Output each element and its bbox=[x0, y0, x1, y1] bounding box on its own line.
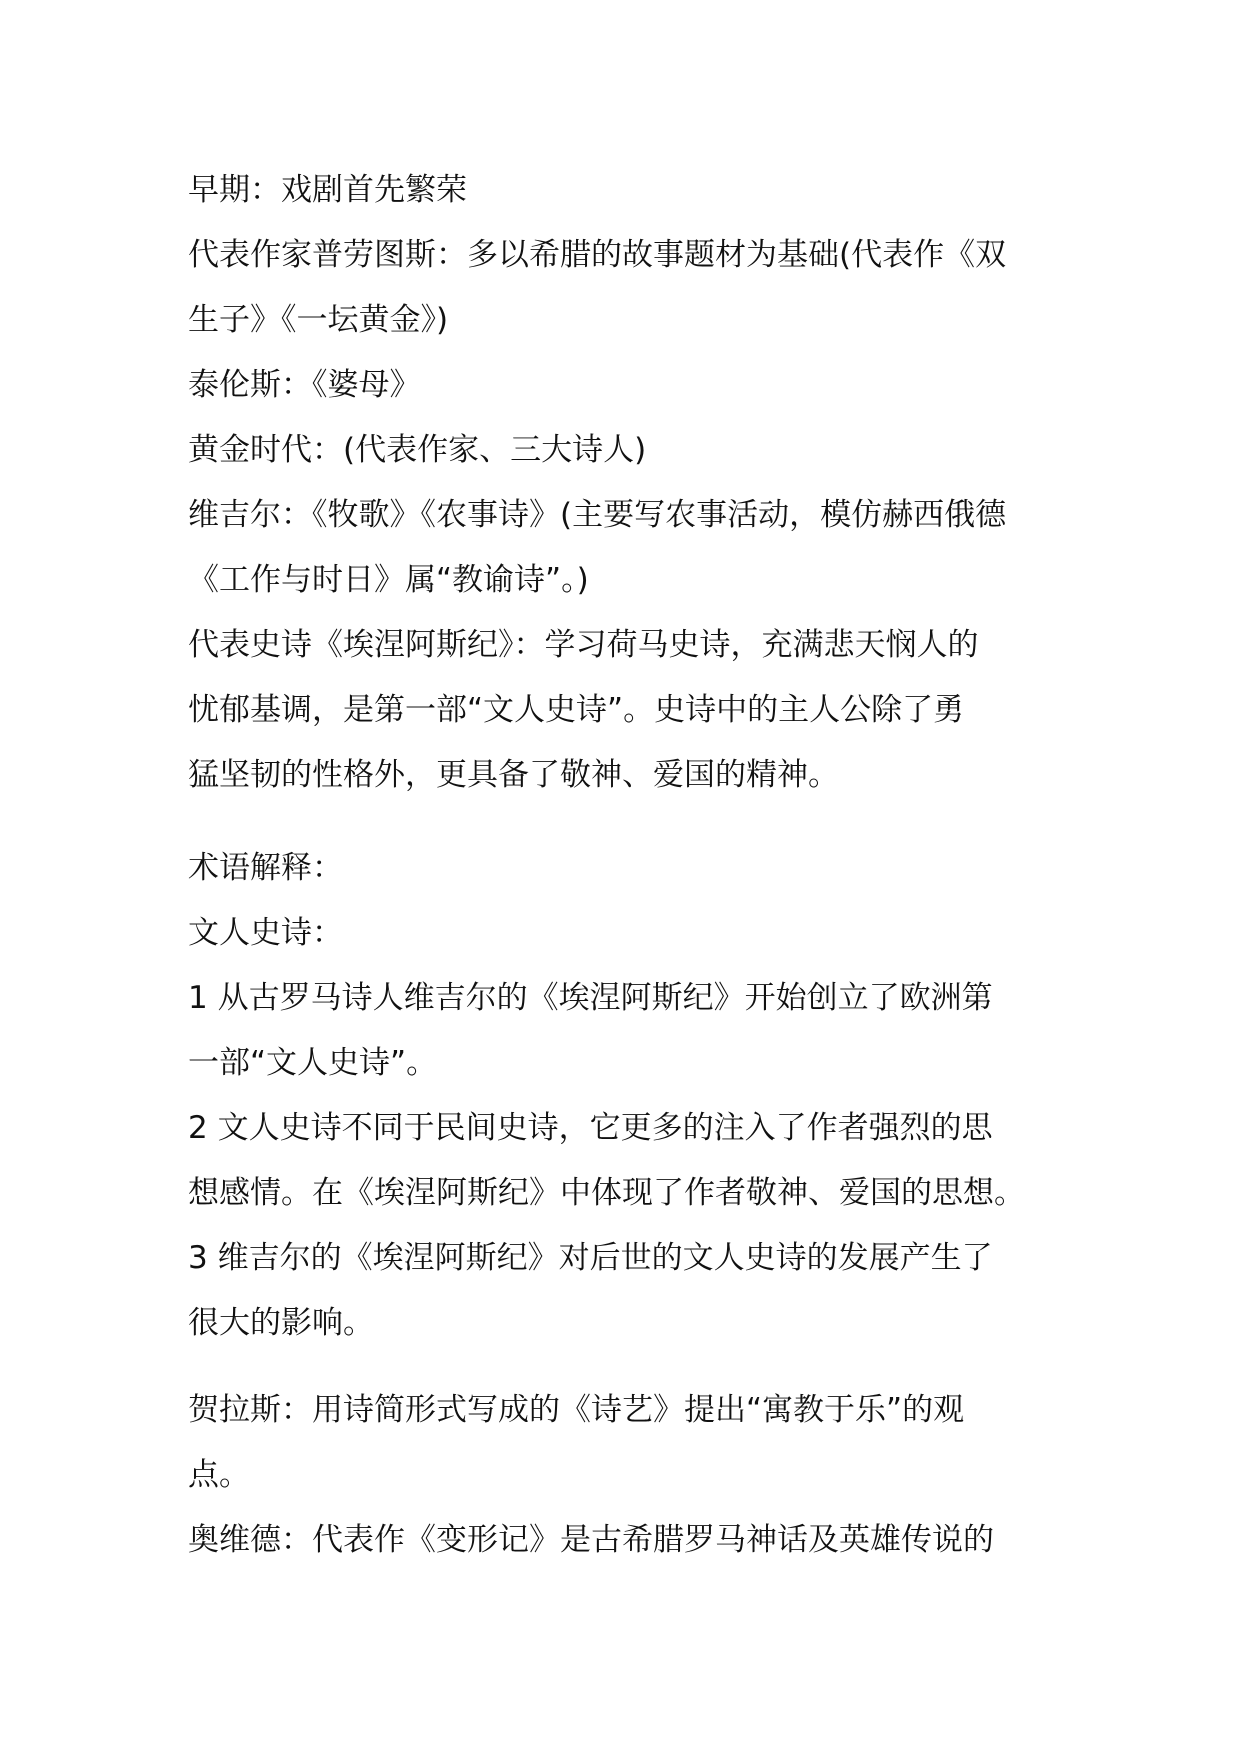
text-line: 点。 bbox=[188, 1457, 250, 1493]
text-line: 《工作与时日》属“教谕诗”。) bbox=[188, 562, 589, 598]
term-heading: 文人史诗： bbox=[188, 915, 343, 951]
text-line: 很大的影响。 bbox=[188, 1305, 374, 1341]
text-line: 奥维德：代表作《变形记》是古希腊罗马神话及英雄传说的 bbox=[188, 1522, 994, 1558]
text-line: 1 从古罗马诗人维吉尔的《埃涅阿斯纪》开始创立了欧洲第 bbox=[188, 980, 993, 1016]
text-line: 一部“文人史诗”。 bbox=[188, 1045, 438, 1081]
text-line: 猛坚韧的性格外，更具备了敬神、爱国的精神。 bbox=[188, 757, 839, 793]
text-line: 泰伦斯：《婆母》 bbox=[188, 367, 421, 403]
text-line: 2 文人史诗不同于民间史诗，它更多的注入了作者强烈的思 bbox=[188, 1110, 993, 1146]
text-line: 贺拉斯：用诗简形式写成的《诗艺》提出“寓教于乐”的观 bbox=[188, 1392, 965, 1428]
text-line: 代表史诗《埃涅阿斯纪》：学习荷马史诗，充满悲天悯人的 bbox=[188, 627, 979, 663]
document-body bbox=[188, 158, 1068, 1573]
text-line: 代表作家普劳图斯：多以希腊的故事题材为基础(代表作《双 bbox=[188, 237, 1007, 273]
text-line: 早期：戏剧首先繁荣 bbox=[188, 172, 467, 208]
section-heading: 术语解释： bbox=[188, 850, 343, 886]
text-line: 3 维吉尔的《埃涅阿斯纪》对后世的文人史诗的发展产生了 bbox=[188, 1240, 993, 1276]
text-line: 忧郁基调，是第一部“文人史诗”。史诗中的主人公除了勇 bbox=[188, 692, 965, 728]
text-line: 黄金时代：(代表作家、三大诗人) bbox=[188, 432, 647, 468]
text-line: 维吉尔：《牧歌》《农事诗》(主要写农事活动，模仿赫西俄德 bbox=[188, 497, 1007, 533]
text-line: 想感情。在《埃涅阿斯纪》中体现了作者敬神、爱国的思想。 bbox=[188, 1175, 1025, 1211]
text-line: 生子》《一坛黄金》) bbox=[188, 302, 449, 338]
